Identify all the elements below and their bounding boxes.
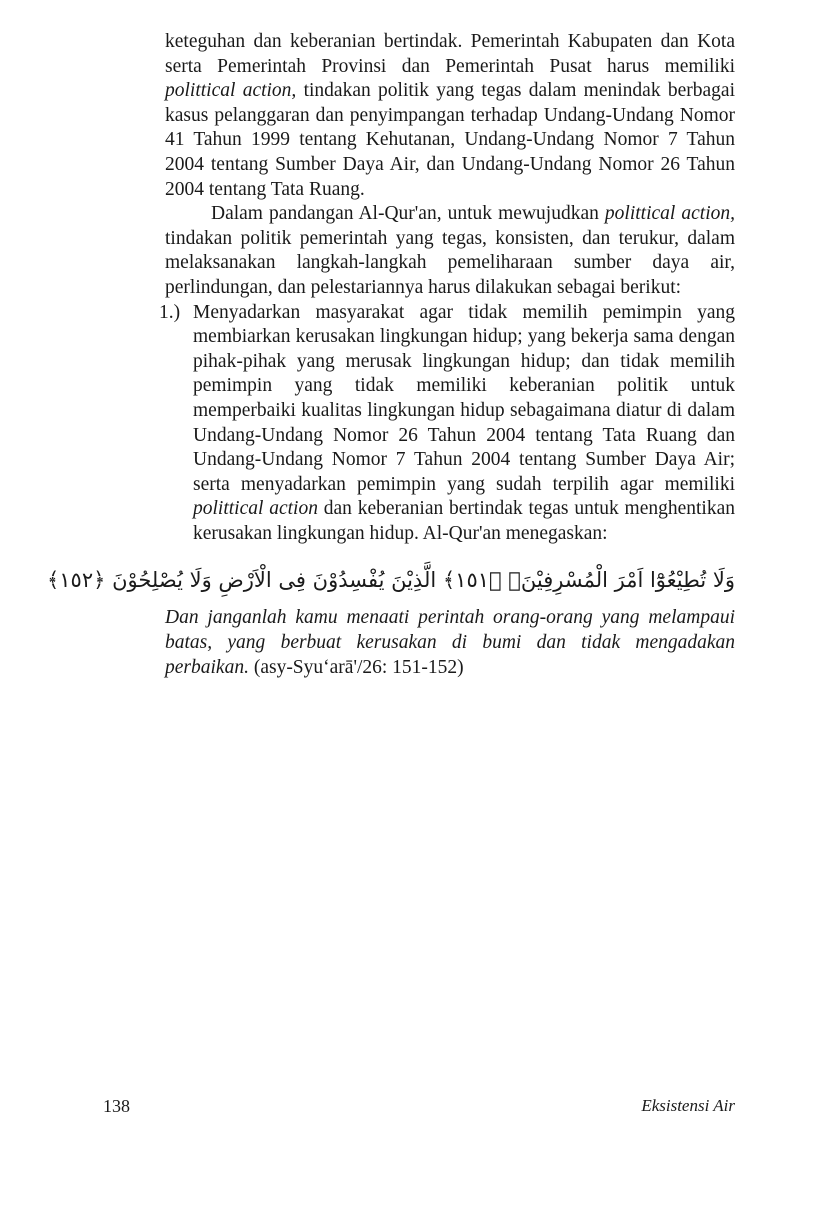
paragraph-text: keteguhan dan keberanian bertindak. Pemerintah Kabupaten dan Kota serta Pemerintah Provinsi dan Pemerintah Pusat harus memiliki xyxy=(165,31,735,77)
italic-term: polittical action, xyxy=(165,80,297,102)
arabic-verse: وَلَا تُطِيْعُوْٓا اَمْرَ الْمُسْرِفِيْنَۙ ﴿١٥١﴾ الَّذِيْنَ يُفْسِدُوْنَ فِى الْاَرْضِ وَلَا يُصْلِحُوْنَ ﴿١٥٢﴾ xyxy=(46,568,735,593)
paragraph xyxy=(165,30,735,202)
page-body xyxy=(46,30,735,680)
list-number: 1.) xyxy=(159,301,181,323)
paragraph xyxy=(165,202,735,300)
italic-term: polittical action, xyxy=(604,203,735,225)
running-title: Eksistensi Air xyxy=(641,1096,735,1115)
verse-translation xyxy=(165,606,735,680)
list-text: dan keberanian bertindak tegas untuk menghentikan kerusakan lingkungan hidup. Al-Qur'an menegaskan: xyxy=(193,498,735,544)
italic-term: polittical action xyxy=(193,498,318,520)
paragraph-text: tindakan politik pemerintah yang tegas, konsisten, dan terukur, dalam melaksanakan langkah-langkah pemeliharaan sumber daya air, perlindungan, dan pelestariannya harus dilakukan sebagai berikut: xyxy=(165,227,735,298)
page-number: 138 xyxy=(103,1096,130,1116)
paragraph-text: tindakan politik yang tegas dalam menindak berbagai kasus pelanggaran dan penyimpangan terhadap Undang-Undang Nomor 41 Tahun 1999 tentang Kehutanan, Undang-Undang Nomor 7 Tahun 2004 tentang Sumber Daya Air, dan Undang-Undang Nomor 26 Tahun 2004 tentang Tata Ruang. xyxy=(165,80,735,200)
verse-citation: (asy-Syu‘arā'/26: 151-152) xyxy=(248,656,464,678)
list-item xyxy=(159,301,735,547)
paragraph-text: Dalam pandangan Al-Qur'an, untuk mewujudkan xyxy=(211,203,605,225)
list-text: Menyadarkan masyarakat agar tidak memilih pemimpin yang membiarkan kerusakan lingkungan hidup; yang bekerja sama dengan pihak-pihak yang merusak lingkungan hidup; dan tidak memilih pemimpin yang tidak memiliki keberanian politik untuk memperbaiki kualitas lingkungan hidup sebagaimana diatur di dalam Undang-Undang Nomor 26 Tahun 2004 tentang Tata Ruang dan Undang-Undang Nomor 7 Tahun 2004 tentang Sumber Daya Air; serta menyadarkan pemimpin yang sudah terpilih agar memiliki xyxy=(193,301,735,495)
translation-text: Dan janganlah kamu menaati perintah orang-orang yang melampaui batas, yang berbuat kerusakan di bumi dan tidak mengadakan perbaikan. xyxy=(165,607,735,678)
